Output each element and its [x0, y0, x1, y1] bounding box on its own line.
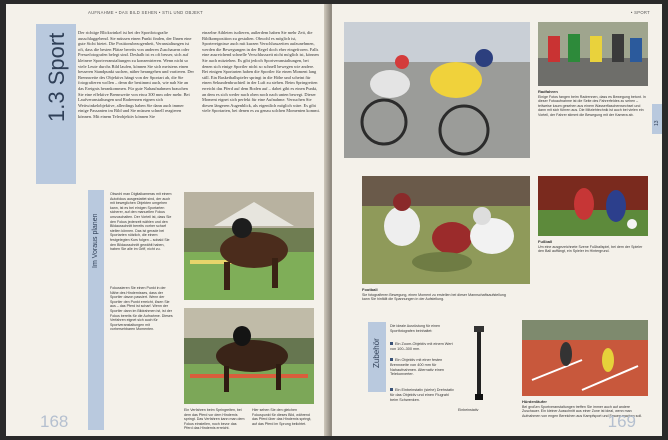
- page-tab: [652, 104, 662, 134]
- photo-horse-jump-1: [184, 192, 314, 300]
- caption-cycling-title: Radfahren: [538, 90, 558, 94]
- photo-horse-jump-2: [184, 308, 314, 404]
- photo-soccer: [538, 176, 648, 236]
- caption-soccer-text: Um eine ausgezeichnete Szene Fußballspiel, bei dem der Spieler den Ball auffängt, ein Spieler im Hintergrund.: [538, 244, 643, 254]
- left-page: [6, 4, 330, 436]
- zubehoer-intro: Die ideale Ausrüstung für einen Sportfotografen beinhaltet:: [390, 324, 440, 333]
- zubehoer-bullet-3: Ein Einbeinstativ (siehe) Drehstativ für das Objektiv und einen Flugrahl beim Schwenken.: [390, 388, 454, 402]
- zubehoer-bullet-1: Ein Zoom-Objektiv mit einem Wert von 100–300 mm.: [390, 342, 453, 351]
- running-head-left: AUFNAHME • DAS BILD SEHEN • STIL UND OBJEKT: [88, 10, 204, 15]
- photo-cycling-pack: [538, 22, 648, 86]
- caption-monopod: Einbeinstativ: [458, 408, 479, 412]
- page-number-right: 169: [607, 412, 636, 431]
- photo-hurdles: [522, 320, 648, 396]
- photo-cycling-race: [344, 22, 530, 158]
- sidebar-text: Obwohl man Digitalkameras mit einem Autofokus ausgestattet sind, der auch mit beweglichen Objekten umgehen kann, ist es bei einigen Sportarten sicherer, auf den manuellen Fokus umzuschalten. Der Vorteil ist, dass Sie den Fokus jederzeit wählen und den Bildausschnitt bereits vorher scharf stellen können. Das ist gerade bei Sportarten nützlich, die einem festgelegten Kurs folgen – sobald Sie den Bildausschnitt gewählt haben, haben Sie alle im Griff, nicht zu.: [110, 192, 172, 252]
- sidebar-text-2: Fokussieren Sie einen Punkt in der Nähe des Hindernisses, dass der Sportler davon passiert. Wenn der Sportler den Punkt erreicht, lösen Sie aus – das Pferd ist scharf. Wenn der Sportler dann im Bildrahmen ist, ist der Fokus bereits für die Aufnahme. Dieses Verfahren eignet sich auch für Sportveranstaltungen mit vorhersehbaren Momenten.: [110, 286, 173, 332]
- caption-soccer-title: Fußball: [538, 240, 553, 244]
- page-number-left: 168: [40, 412, 69, 431]
- caption-football-title: Football: [362, 288, 378, 292]
- zubehoer-bullet-2: Ein Objektiv mit einer festen Brennweite von 400 mm für Nahaufnahmen. Alternativ einen Telekonverter.: [390, 358, 445, 377]
- caption-cycling: [538, 90, 648, 130]
- bullet-square-icon: [390, 388, 393, 391]
- right-page: [332, 4, 662, 436]
- caption-football-text: Sie fotografieren Bewegung, einen Moment zu erstellen bei dieser Mannschaftsaufstellung kann Sie hinfällt die Spannungen in der Aufstellung.: [362, 292, 506, 302]
- book-spread: [6, 4, 662, 436]
- caption-horse-right: Hier sehen Sie den gleichen Fokuspunkt für dieses Bild, während das Pferd über das Hindernis springt, auf das Pferd im Sprung belichtet.: [252, 408, 312, 426]
- body-column-1: Der richtige Blickwinkel ist bei der Sportfotografie ausschlaggebend. Sie müssen einen Punkt finden, der Ihnen eine gute Sicht bietet. Die Positionsbezogenheit, Veranstaltungen ist oft, dass die besten Plätze bereits von anderen Zuschauern oder Pressefotografen belegt sind. Deshalb ist es oft besser, sich auf kleinere Sportveranstaltungen zu konzentrieren. Wenn nicht so viele Leute durchs Bild laufen, können Sie sich meistens einen besseren Standpunkt suchen, näher herangehen und variieren. Der Brennweite des Objektivs hängt von der Sportart ab, die Sie fotografieren wollen – denn die bestimmt auch, wie nah Sie an das Ereignis herankommen. Für gute Nahaufnahmen brauchen Sie eine effektive Brennweite von etwa 300 mm oder mehr. Bei Laufveranstaltungen und Radrennen eignen sich Weitwinkelobjektive, allerdings haben Sie dann auch immer einige Passanten im Bild und Sie müssen schnell reagieren können. Mit einem Teleobjektiv können Sie: [78, 30, 194, 119]
- sidebar-heading: Im Voraus planen: [92, 213, 99, 268]
- body-column-2: einzelne Athleten isolieren, außerdem haben Sie mehr Zeit, die Bildkomposition zu gestalten. Obwohl es möglich ist, Sportereignisse auch mit kurzen Verschlusszeiten aufzunehmen, werden die Bewegungen in der Regel doch eher eingefroren. Falls eine ausreichend schnelle Verschlusszeit nicht möglich ist, können Sie auch mitziehen. Es gibt jedoch Sportveranstaltungen, bei denen sich einige Sportler nicht so schnell bewegen wie andere. Bei einigen Sportarten haben die Sportler für einen Moment lang still. Ein Basketballspieler springt in die Höhe und scheint für einen Sekundenbruchteil in der Luft zu stehen. Beim Springreiten erreicht das Pferd auf dem Boden auf – dabei gibt es einen Punkt, an dem es sich weder nach oben noch nach unten bewegt. Dieser Moment eignet sich perfekt für eine Aufnahme. Versuchen Sie diesen längeren Augenblick, als eigentlich möglich wäre. Es gibt viele Sportarten, bei denen es zu genau solchen Momenten kommt.: [202, 30, 320, 114]
- zubehoer-heading: Zubehör: [372, 338, 381, 368]
- bullet-square-icon: [390, 358, 393, 361]
- caption-cycling-text: Einige Fotos fangen beim Radrennen, dass es Bewegung betont. In dieser Fotoaufnahme ist die Seite des Fahrerfeldes zu sehen – teilweise kaum gesehen aus einem Wasserflaschenwechsel und dann mit sich führen aus. Die Mitziehtechnik ist auch bei vielen ein Vorteil, der Fahrer stimmt die Bewegung mit der Kamera ab.: [538, 94, 646, 117]
- photo-monopod: [464, 322, 494, 404]
- caption-soccer: [538, 240, 648, 264]
- bullet-square-icon: [390, 342, 393, 345]
- caption-horse-left: Ein Verfahren beim Springreiten, bei dem das Pferd vor dem Hindernis springt. Das Verfahren kann man dem Fokus einstellen, noch bevor das Pferd das Hindernis erreicht.: [184, 408, 245, 431]
- caption-hurdles-text: Bei großen Sportveranstaltungen treffen Sie immer auch auf andere Zuschauer. Ein kleiner Ausschnitt aus einer Zone ist ideal, wenn man Aufnahmen von engen Bereichen aus Kampfsport und Frauen machen soll.: [522, 404, 643, 418]
- page-tab-label: 13: [654, 120, 660, 126]
- caption-football: [362, 288, 512, 314]
- photo-american-football: [362, 176, 530, 284]
- caption-hurdles-title: Hürdenläufer: [522, 400, 547, 404]
- chapter-title: 1.3 Sport: [44, 32, 69, 122]
- running-head-right: • SPORT: [630, 10, 650, 15]
